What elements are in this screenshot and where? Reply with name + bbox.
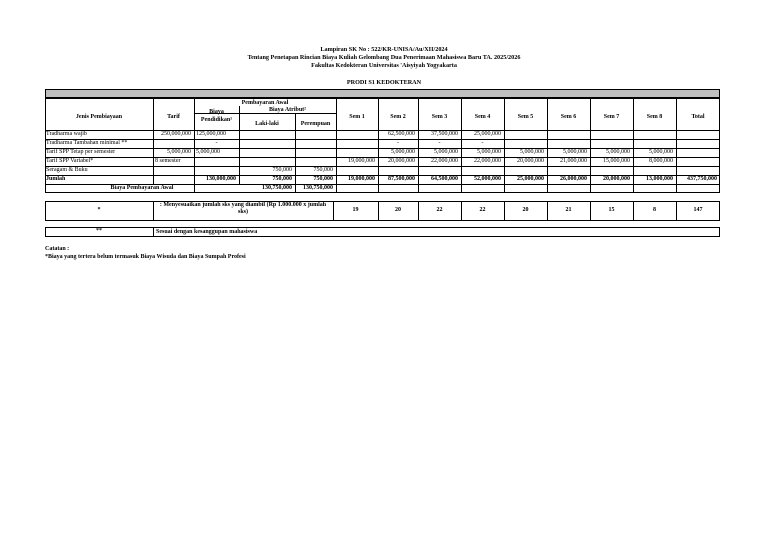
row-label: Tarif SPP Variabel* bbox=[46, 158, 94, 164]
jumlah-sem-value: 87,500,000 bbox=[388, 176, 415, 182]
catatan-text: *Biaya yang tertera belum termasuk Biaya Wisuda dan Biaya Sumpah Profesi bbox=[45, 254, 246, 260]
row-sem-value: 5,000,000 bbox=[434, 149, 458, 155]
sesuai-marker: ** bbox=[96, 228, 102, 234]
header-pembayaran-awal: Pembayaran Awal bbox=[241, 100, 289, 106]
header-line-2: Tentang Penetapan Rincian Biaya Kuliah Gelombang Dua Penerimaan Mahasiswa Baru TA. 2025/2026 bbox=[247, 54, 521, 61]
row-sem-value: 19,000,000 bbox=[348, 158, 375, 164]
sesuai-text: Sesuai dengan kesanggupan mahasiswa bbox=[156, 229, 258, 235]
row-sem-value: 20,000,000 bbox=[388, 158, 415, 164]
row-sem-value: 5,000,000 bbox=[649, 149, 673, 155]
header-semester: Sem 1 bbox=[349, 114, 365, 120]
row-biaya-pendidikan: 125,000,000 bbox=[196, 131, 226, 137]
jumlah-laki-laki: 750,000 bbox=[272, 176, 292, 182]
jumlah-sem-value: 64,500,000 bbox=[431, 176, 458, 182]
header-semester: Sem 4 bbox=[474, 114, 491, 120]
sks-value: 8 bbox=[653, 207, 656, 213]
row-sem-value: 37,500,000 bbox=[431, 131, 458, 137]
sks-value: 21 bbox=[565, 207, 572, 213]
header-tarif: Tarif bbox=[167, 114, 180, 120]
row-sem-value: 21,000,000 bbox=[560, 158, 587, 164]
row-sem-value: - bbox=[397, 140, 399, 146]
row-perempuan: 750,000 bbox=[313, 167, 333, 173]
sks-marker: * bbox=[97, 207, 101, 213]
sesuai-divider bbox=[153, 227, 154, 237]
header-semester: Sem 8 bbox=[646, 114, 663, 120]
header-semester: Sem 7 bbox=[603, 114, 620, 120]
header-biaya-pendidikan: Biaya Pendidikan¹ bbox=[200, 109, 233, 123]
row-sem-value: 5,000,000 bbox=[391, 149, 415, 155]
pembayaran-awal-laki-laki: 130,750,000 bbox=[262, 185, 292, 191]
header-jenis: Jenis Pembiayaan bbox=[75, 114, 123, 120]
row-sem-value: - bbox=[481, 140, 484, 146]
row-sem-value: 5,000,000 bbox=[563, 149, 587, 155]
sks-value: 22 bbox=[436, 207, 443, 213]
sks-value: 20 bbox=[522, 207, 529, 213]
jumlah-total: 437,750,000 bbox=[687, 176, 717, 182]
row-label: Tradharma wajib bbox=[46, 131, 87, 137]
jumlah-perempuan: 750,000 bbox=[313, 176, 333, 182]
header-total: Total bbox=[691, 114, 705, 120]
sks-value: 22 bbox=[479, 207, 486, 213]
row-sem-value: 62,500,000 bbox=[388, 131, 415, 137]
row-sem-value: 5,000,000 bbox=[520, 149, 544, 155]
sks-value: 19 bbox=[352, 207, 359, 213]
header-line-3: Fakultas Kedokteran Universitas 'Aisyiyah Yogyakarta bbox=[311, 62, 457, 69]
sks-value: 20 bbox=[395, 207, 401, 213]
row-tarif: 8 semester bbox=[155, 158, 181, 164]
section-bar bbox=[45, 89, 720, 98]
row-sem-value: 5,000,000 bbox=[477, 149, 501, 155]
pembayaran-awal-perempuan: 130,750,000 bbox=[303, 185, 333, 191]
header-biaya-atribut: Biaya Atribut² bbox=[269, 107, 306, 113]
header-laki-laki: Laki-laki bbox=[255, 121, 279, 127]
row-label: Seragam & Buku bbox=[46, 167, 88, 173]
row-sem-value: 8,000,000 bbox=[649, 158, 673, 164]
catatan-title: Catatan : bbox=[45, 246, 70, 252]
row-sem-value: 5,000,000 bbox=[606, 149, 630, 155]
section-title: PRODI S1 KEDOKTERAN bbox=[346, 79, 422, 86]
jumlah-sem-value: 25,000,000 bbox=[517, 176, 544, 182]
row-sem-value: 22,000,000 bbox=[431, 158, 458, 164]
row-label: Tradharma Tambahan minimal ** bbox=[46, 140, 128, 146]
jumlah-sem-value: 19,000,000 bbox=[348, 176, 375, 182]
sks-total: 147 bbox=[693, 207, 703, 213]
row-tarif: 5,000,000 bbox=[167, 149, 191, 155]
header-semester: Sem 5 bbox=[517, 114, 534, 120]
row-sem-value: 22,000,000 bbox=[474, 158, 501, 164]
col-rule bbox=[153, 98, 154, 184]
jumlah-sem-value: 13,000,000 bbox=[646, 176, 673, 182]
row-sem-value: 25,000,000 bbox=[474, 131, 501, 137]
header-perempuan: Perempuan bbox=[300, 121, 331, 127]
row-laki-laki: 750,000 bbox=[272, 167, 292, 173]
jumlah-sem-value: 20,000,000 bbox=[603, 176, 630, 182]
row-tarif: 250,000,000 bbox=[161, 131, 191, 137]
header-semester: Sem 6 bbox=[560, 114, 577, 120]
row-sem-value: - bbox=[438, 140, 441, 146]
sks-text: : Menyesuaikan jumlah sks yang diambil (Rp 1.000.000 x jumlah sks) bbox=[159, 202, 327, 215]
header-semester: Sem 2 bbox=[390, 114, 406, 120]
jumlah-sem-value: 52,000,000 bbox=[474, 176, 501, 182]
row-rule bbox=[45, 166, 720, 167]
sks-value: 15 bbox=[608, 207, 615, 213]
header-semester: Sem 3 bbox=[431, 114, 448, 120]
row-biaya-pendidikan: - bbox=[215, 140, 218, 146]
header-line-1: Lampiran SK No : 522/KR-UNISA/Au/XII/2024 bbox=[320, 46, 448, 53]
row-label: Tarif SPP Tetap per semester bbox=[46, 149, 116, 155]
jumlah-sem-value: 26,000,000 bbox=[560, 176, 587, 182]
jumlah-biaya-pendidikan: 130,000,000 bbox=[206, 176, 236, 182]
row-biaya-pendidikan: 5,000,000 bbox=[196, 149, 220, 155]
pembayaran-awal-label: Biaya Pembayaran Awal bbox=[110, 185, 174, 191]
sks-divider bbox=[153, 201, 154, 221]
row-sem-value: 20,000,000 bbox=[517, 158, 544, 164]
jumlah-label: Jumlah bbox=[46, 176, 66, 182]
row-sem-value: 15,000,000 bbox=[603, 158, 630, 164]
